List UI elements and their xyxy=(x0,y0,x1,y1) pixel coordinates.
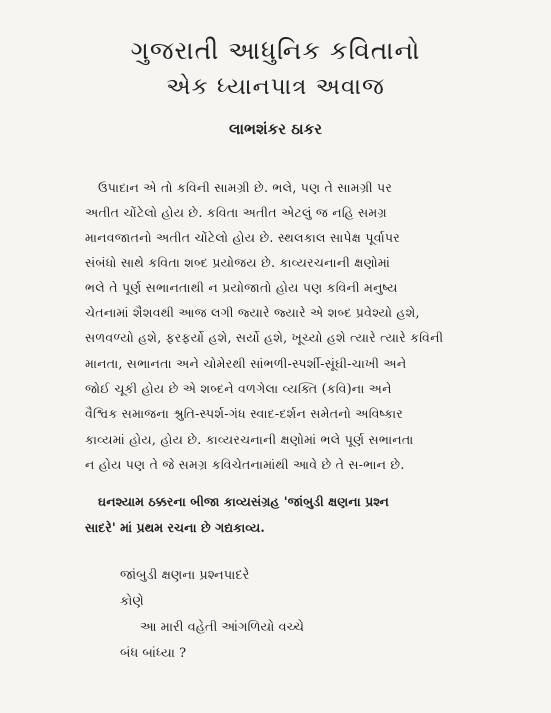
paragraph-line: સંબંધો સાથે કવિતા શબ્દ પ્રયોજય છે. કાવ્યરચનાની ક્ષણોમાં xyxy=(85,255,391,270)
paragraph-line: અતીત ચોંટેલો હોય છે. કવિતા અતીત એટલું જ નહિ સમગ્ર xyxy=(85,205,387,220)
paragraph-line: ચેતનામાં શૈશવથી આજ લગી જ્યારે જ્યારે એ શબ્દ પ્રવેશ્યો હશે, xyxy=(85,305,420,320)
poem-line: આ મારી વહેતી આંગળિયો વચ્ચે xyxy=(140,620,305,635)
note-line-1: ઘનશ્યામ ઠક્કરના બીજા કાવ્યસંગ્રહ 'જાંબુડી ક્ષણના પ્રશ્ન xyxy=(98,494,389,509)
author-name: લાભશંકર ઠાકર xyxy=(229,120,322,138)
paragraph-line: માનવજાતનો અતીત ચોંટેલો હોય છે. સ્થલકાલ સાપેક્ષ પૂર્વાપર xyxy=(85,230,400,245)
article-title-line-1: ગુજરાતી આધુનિક કવિતાનો xyxy=(130,36,421,65)
paragraph-line: ન હોય પણ તે જે સમગ્ર કવિચેતનામાંથી આવે છે તે સ-ભાન છે. xyxy=(85,457,405,472)
paragraph-line: વૈશ્વિક સમાજના શ્રુતિ-સ્પર્શ-ગંધ સ્વાદ-દર્શન સમેતનો અવિષ્કાર xyxy=(85,406,403,421)
paragraph-line: માનતા, સભાનતા અને ચોમેરથી સાંભળી-સ્પર્શી-સૂંઘી-ચાખી અને xyxy=(85,356,407,371)
poem-line: બંધ બાંધ્યા ? xyxy=(120,646,187,661)
paragraph-line: ભલે તે પૂર્ણ સભાનતાથી ન પ્રયોજાતો હોય પણ કવિની મનુષ્ય xyxy=(85,280,398,295)
poem-line: જાંબુડી ક્ષણના પ્રશ્નપાદરે xyxy=(120,568,250,583)
paragraph-line: ઉપાદાન એ તો કવિની સામગ્રી છે. ભલે, પણ તે સામગ્રી પર xyxy=(98,180,393,195)
paragraph-line: સળવળ્યો હશે, ફરફર્યો હશે, સર્યો હશે, ખૂચ્યો હશે ત્યારે ત્યારે કવિની xyxy=(85,330,444,345)
poem-line: કોણે xyxy=(120,594,144,609)
paragraph-line: કાવ્યમાં હોય, હોય છે. કાવ્યરચનાની ક્ષણોમાં ભલે પૂર્ણ સભાનતા xyxy=(85,432,414,447)
article-title-line-2: એક ધ્યાનપાત્ર અવાજ xyxy=(166,74,385,100)
note-line-2: સાદરે' માં પ્રથમ રચના છે ગદ્યકાવ્ય. xyxy=(85,520,265,535)
paragraph-line: જોઈ ચૂકી હોય છે એ શબ્દને વળગેલા વ્યક્તિ (કવિ)ના અને xyxy=(85,381,392,396)
